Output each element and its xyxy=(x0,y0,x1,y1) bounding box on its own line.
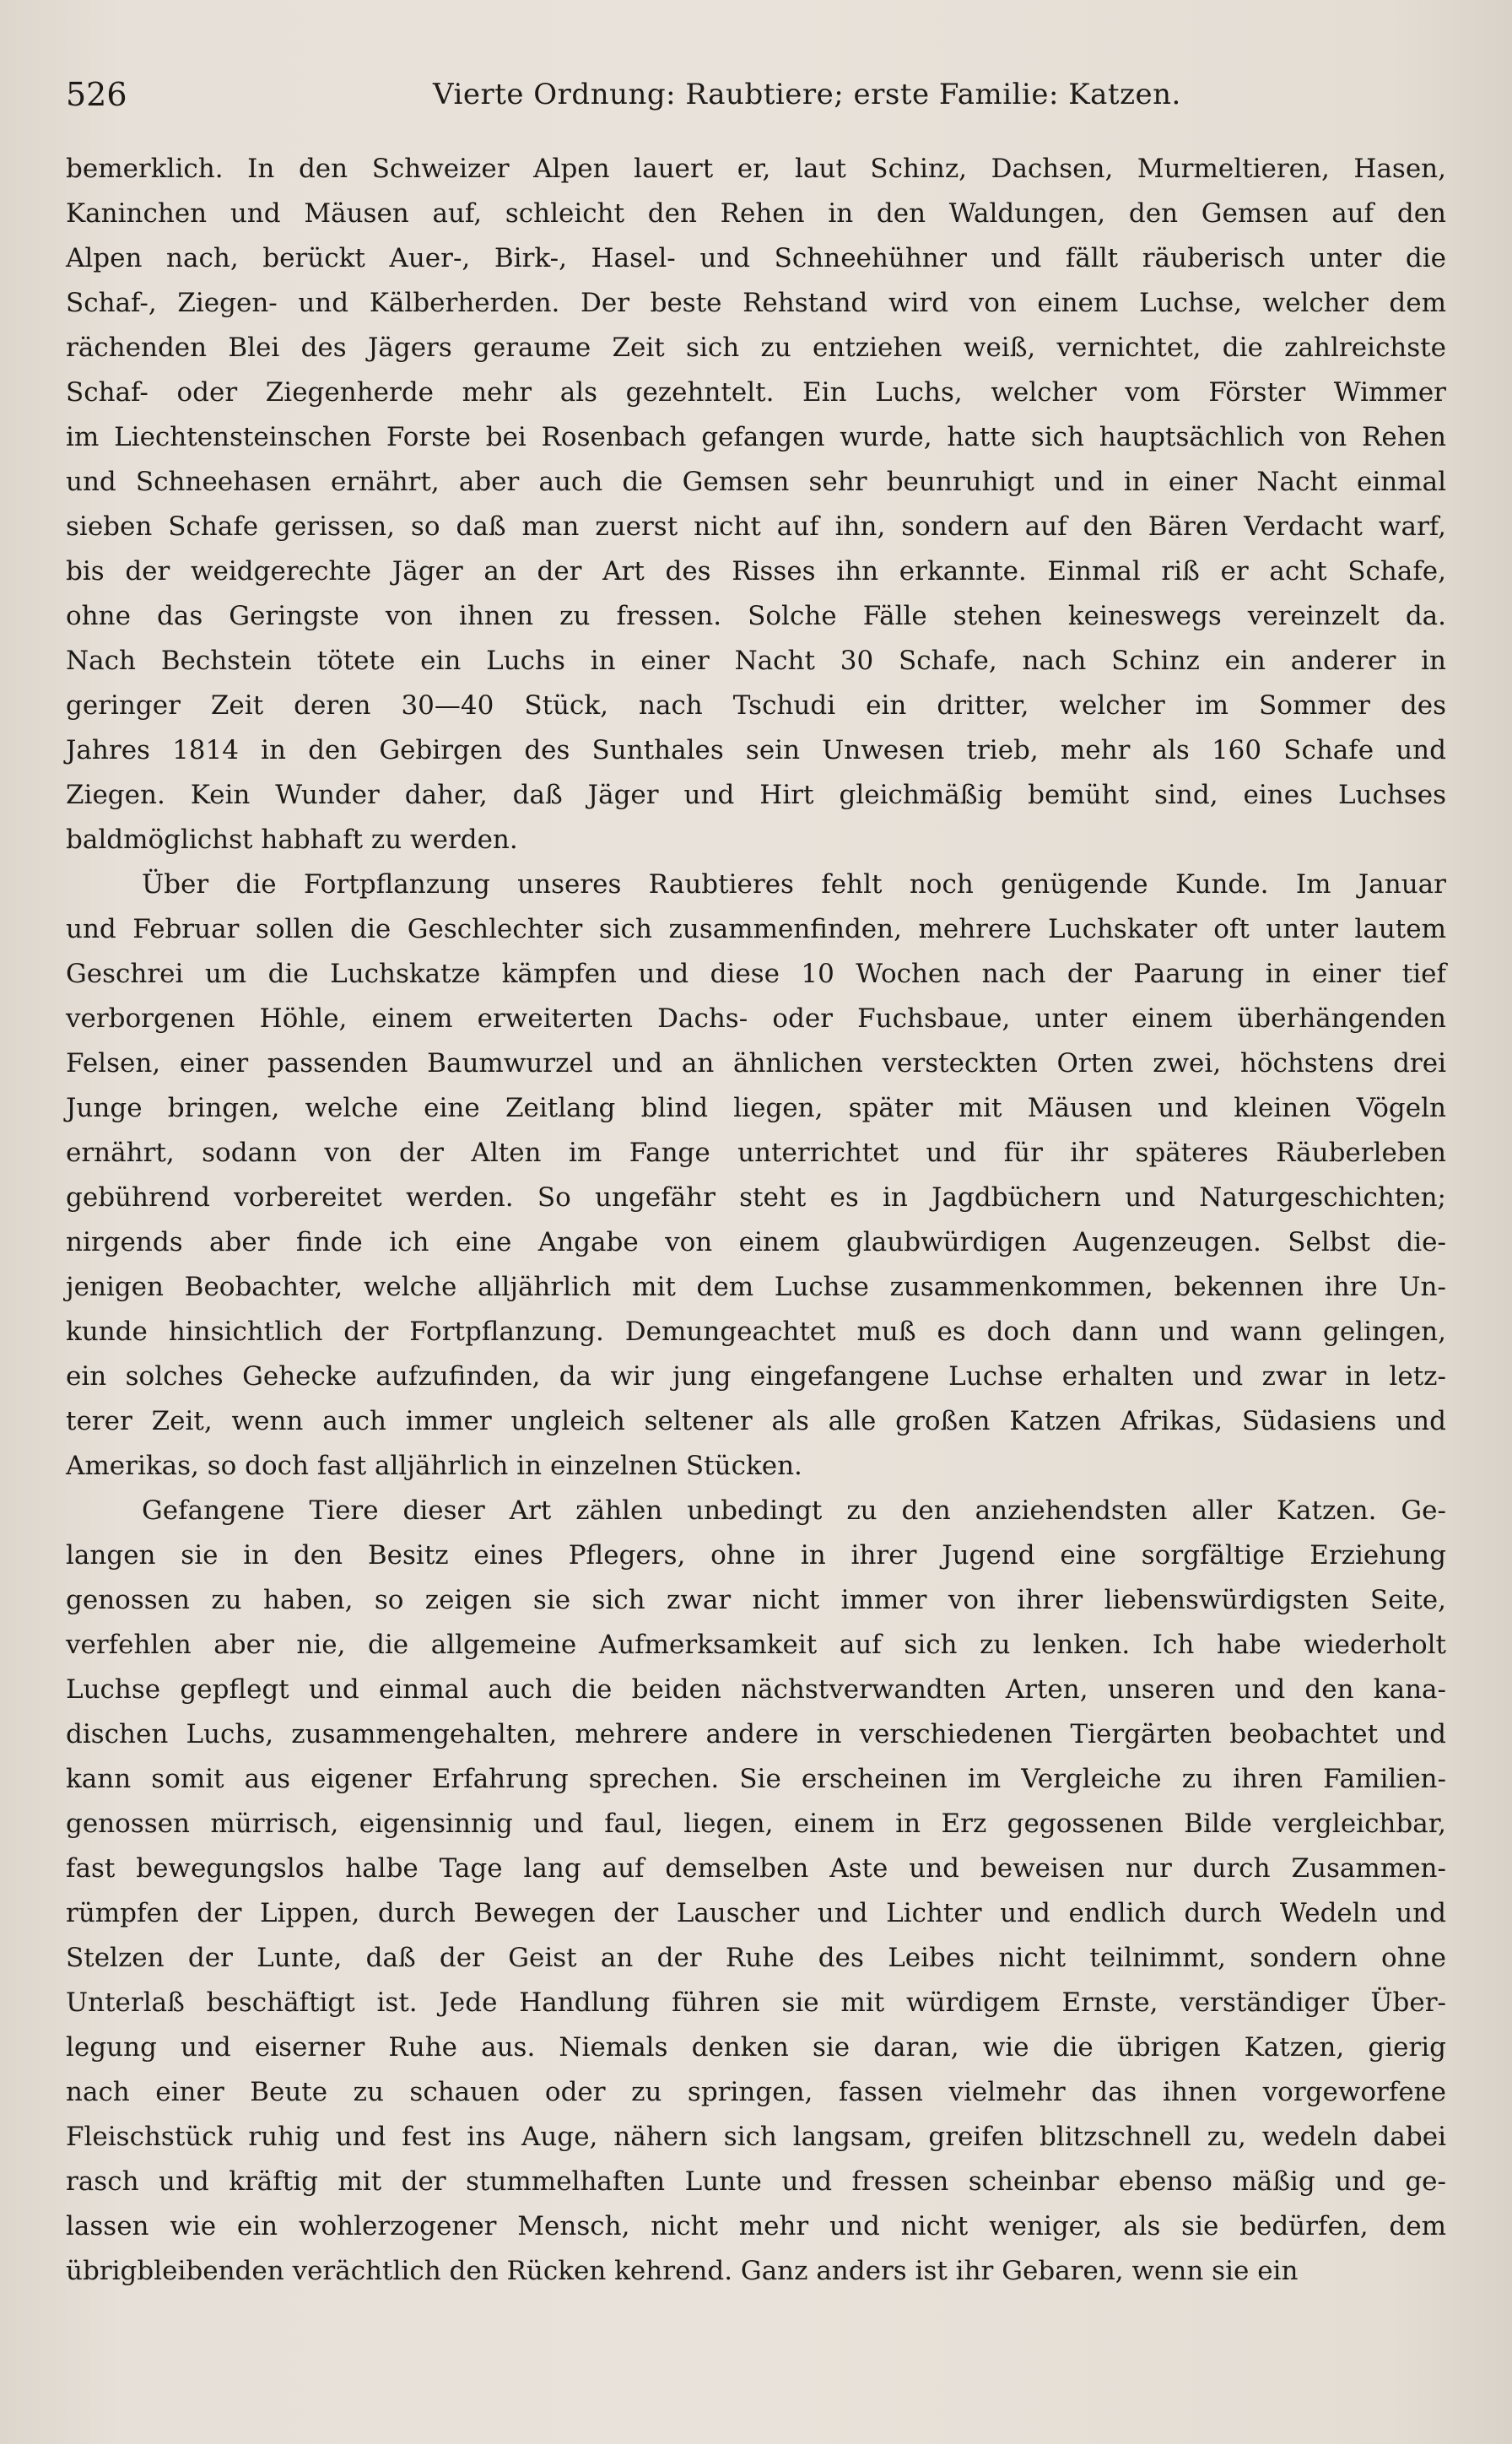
text-line: dischen Luchs, zusammengehalten, mehrere andere in verschiedenen Tiergärten beobachtet und xyxy=(66,1719,1446,1749)
text-line: langen sie in den Besitz eines Pflegers, ohne in ihrer Jugend eine sorgfältige Erziehung xyxy=(66,1540,1446,1571)
text-line: terer Zeit, wenn auch immer ungleich seltener als alle großen Katzen Afrikas, Südasiens und xyxy=(66,1406,1446,1436)
text-line: kann somit aus eigener Erfahrung sprechen. Sie erscheinen im Vergleiche zu ihren Familien- xyxy=(66,1764,1446,1794)
page-header xyxy=(66,68,1446,118)
text-line: Alpen nach, berückt Auer-, Birk-, Hasel- und Schneehühner und fällt räuberisch unter die xyxy=(66,243,1446,273)
text-line: rächenden Blei des Jägers geraume Zeit sich zu entziehen weiß, vernichtet, die zahlreichste xyxy=(66,333,1446,363)
text-line: gebührend vorbereitet werden. So ungefähr steht es in Jagdbüchern und Naturgeschichten; xyxy=(66,1182,1446,1213)
text-line: Jahres 1814 in den Gebirgen des Sunthales sein Unwesen trieb, mehr als 160 Schafe und xyxy=(66,735,1446,765)
paragraph xyxy=(66,862,1446,1489)
running-head: Vierte Ordnung: Raubtiere; erste Familie: Katzen. xyxy=(433,78,1181,111)
text-line: im Liechtensteinschen Forste bei Rosenbach gefangen wurde, hatte sich hauptsächlich von Rehen xyxy=(66,422,1446,452)
text-line: Luchse gepflegt und einmal auch die beiden nächstverwandten Arten, unseren und den kana- xyxy=(66,1674,1446,1705)
text-line: rümpfen der Lippen, durch Bewegen der Lauscher und Lichter und endlich durch Wedeln und xyxy=(66,1898,1446,1928)
text-line: kunde hinsichtlich der Fortpflanzung. Demungeachtet muß es doch dann und wann gelingen, xyxy=(66,1317,1446,1347)
text-line: Stelzen der Lunte, daß der Geist an der Ruhe des Leibes nicht teilnimmt, sondern ohne xyxy=(66,1943,1446,1973)
text-line: nach einer Beute zu schauen oder zu springen, fassen vielmehr das ihnen vorgeworfene xyxy=(66,2077,1446,2107)
text-line: verfehlen aber nie, die allgemeine Aufmerksamkeit auf sich zu lenken. Ich habe wiederholt xyxy=(66,1630,1446,1660)
text-line: Felsen, einer passenden Baumwurzel und an ähnlichen versteckten Orten zwei, höchstens drei xyxy=(66,1048,1446,1079)
text-line: jenigen Beobachter, welche alljährlich mit dem Luchse zusammenkommen, bekennen ihre Un- xyxy=(66,1272,1446,1302)
text-line: Geschrei um die Luchskatze kämpfen und diese 10 Wochen nach der Paarung in einer tief xyxy=(66,959,1446,989)
text-line: Fleischstück ruhig und fest ins Auge, nähern sich langsam, greifen blitzschnell zu, wedeln dabei xyxy=(66,2122,1446,2152)
text-line: Schaf-, Ziegen- und Kälberherden. Der beste Rehstand wird von einem Luchse, welcher dem xyxy=(66,288,1446,318)
text-line: geringer Zeit deren 30—40 Stück, nach Tschudi ein dritter, welcher im Sommer des xyxy=(66,690,1446,721)
text-line: Kaninchen und Mäusen auf, schleicht den Rehen in den Waldungen, den Gemsen auf den xyxy=(66,198,1446,229)
text-line: Amerikas, so doch fast alljährlich in einzelnen Stücken. xyxy=(66,1451,802,1481)
text-line: Über die Fortpflanzung unseres Raubtieres fehlt noch genügende Kunde. Im Januar xyxy=(142,869,1446,900)
text-line: und Schneehasen ernährt, aber auch die Gemsen sehr beunruhigt und in einer Nacht einmal xyxy=(66,467,1446,497)
text-line: nirgends aber finde ich eine Angabe von einem glaubwürdigen Augenzeugen. Selbst die- xyxy=(66,1227,1446,1257)
text-line: Unterlaß beschäftigt ist. Jede Handlung führen sie mit würdigem Ernste, verständiger Über- xyxy=(66,1987,1446,2018)
text-line: legung und eiserner Ruhe aus. Niemals denken sie daran, wie die übrigen Katzen, gierig xyxy=(66,2032,1446,2063)
text-line: bis der weidgerechte Jäger an der Art des Risses ihn erkannte. Einmal riß er acht Schafe, xyxy=(66,556,1446,587)
text-line: fast bewegungslos halbe Tage lang auf demselben Aste und beweisen nur durch Zusammen- xyxy=(66,1853,1446,1884)
text-line: Schaf- oder Ziegenherde mehr als gezehntelt. Ein Luchs, welcher vom Förster Wimmer xyxy=(66,377,1446,408)
text-line: genossen mürrisch, eigensinnig und faul, liegen, einem in Erz gegossenen Bilde vergleichbar, xyxy=(66,1809,1446,1839)
text-line: rasch und kräftig mit der stummelhaften Lunte und fressen scheinbar ebenso mäßig und ge- xyxy=(66,2166,1446,2197)
text-line: bemerklich. In den Schweizer Alpen lauert er, laut Schinz, Dachsen, Murmeltieren, Hasen, xyxy=(66,154,1446,184)
page-body xyxy=(66,147,1446,2294)
text-line: ohne das Geringste von ihnen zu fressen. Solche Fälle stehen keineswegs vereinzelt da. xyxy=(66,601,1446,631)
text-line: Junge bringen, welche eine Zeitlang blind liegen, später mit Mäusen und kleinen Vögeln xyxy=(66,1093,1446,1123)
text-line: verborgenen Höhle, einem erweiterten Dachs- oder Fuchsbaue, unter einem überhängenden xyxy=(66,1003,1446,1034)
text-line: sieben Schafe gerissen, so daß man zuerst nicht auf ihn, sondern auf den Bären Verdacht warf, xyxy=(66,511,1446,542)
text-line: Nach Bechstein tötete ein Luchs in einer Nacht 30 Schafe, nach Schinz ein anderer in xyxy=(66,646,1446,676)
text-line: ein solches Geheckе aufzufinden, da wir jung eingefangene Luchse erhalten und zwar in letz- xyxy=(66,1361,1446,1392)
text-line: lassen wie ein wohlerzogener Mensch, nicht mehr und nicht weniger, als sie bedürfen, dem xyxy=(66,2211,1446,2241)
paragraph xyxy=(66,147,1446,862)
page-number: 526 xyxy=(66,76,127,113)
text-line: baldmöglichst habhaft zu werden. xyxy=(66,825,518,855)
text-line: ernährt, sodann von der Alten im Fange unterrichtet und für ihr späteres Räuberleben xyxy=(66,1138,1446,1168)
paragraph xyxy=(66,1489,1446,2294)
text-line: genossen zu haben, so zeigen sie sich zwar nicht immer von ihrer liebenswürdigsten Seite, xyxy=(66,1585,1446,1615)
text-line: übrigbleibenden verächtlich den Rücken kehrend. Ganz anders ist ihr Gebaren, wenn sie ein xyxy=(66,2256,1299,2286)
text-line: Gefangene Tiere dieser Art zählen unbedingt zu den anziehendsten aller Katzen. Ge- xyxy=(142,1495,1446,1526)
text-line: Ziegen. Kein Wunder daher, daß Jäger und Hirt gleichmäßig bemüht sind, eines Luchses xyxy=(66,780,1446,810)
text-line: und Februar sollen die Geschlechter sich zusammenfinden, mehrere Luchskater oft unter lautem xyxy=(66,914,1446,944)
